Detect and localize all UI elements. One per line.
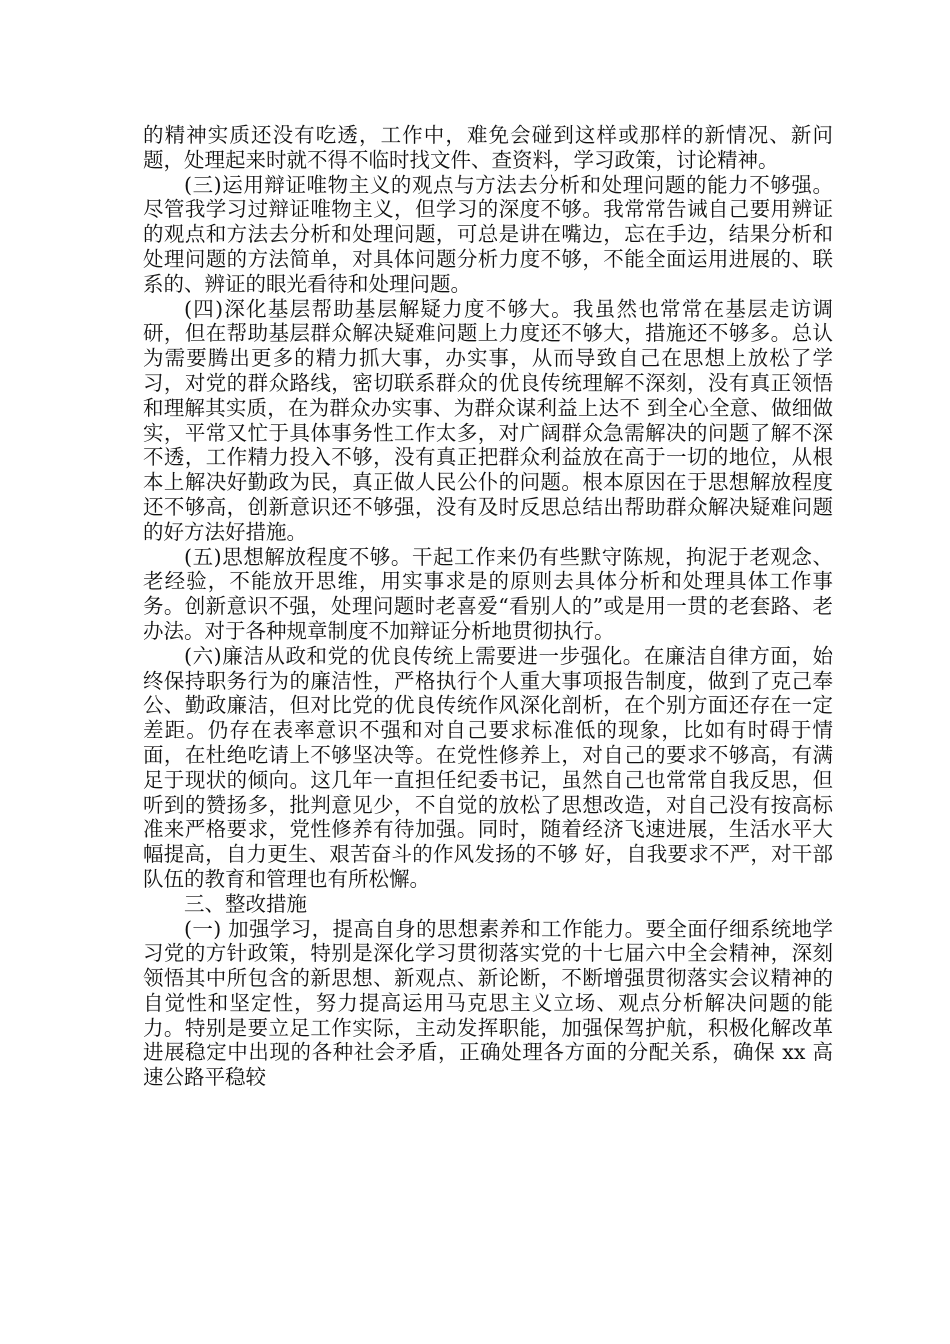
paragraph-item-3: (三)运用辩证唯物主义的观点与方法去分析和处理问题的能力不够强。尽管我学习过辩证唯物主义，但学习的深度不够。我常常告诫自己要用辨证的观点和方法去分析和处理问题，可总是讲在嘴边，忘在手边，结果分析和处理问题的方法简单，对具体问题分析力度不够，不能全面运用进展的、联系的、辨证的眼光看待和处理问题。 <box>143 172 833 296</box>
paragraph-item-6: (六)廉洁从政和党的优良传统上需要进一步强化。在廉洁自律方面，始终保持职务行为的廉洁性，严格执行个人重大事项报告制度，做到了克己奉公、勤政廉洁，但对比党的优良传统作风深化剖析，在个别方面还存在一定差距。仍存在表率意识不强和对自己要求标准低的现象，比如有时碍于情面，在杜绝吃请上不够坚决等。在党性修养上，对自己的要求不够高，有满足于现状的倾向。这几年一直担任纪委书记，虽然自己也常常自我反思，但听到的赞扬多，批判意见少，不自觉的放松了思想改造，对自己没有按高标准来严格要求，党性修养有待加强。同时，随着经济飞速进展，生活水平大幅提高，自力更生、艰苦奋斗的作风发扬的不够 好，自我要求不严，对干部队伍的教育和管理也有所松懈。 <box>143 643 833 891</box>
section-heading-rectification: 三、整改措施 <box>184 891 307 916</box>
document-page <box>143 123 833 1090</box>
paragraph-item-4: (四)深化基层帮助基层解疑力度不够大。我虽然也常常在基层走访调研，但在帮助基层群众解决疑难问题上力度还不够大，措施还不够多。总认为需要腾出更多的精力抓大事，办实事，从而导致自己在思想上放松了学习，对党的群众路线，密切联系群众的优良传统理解不深刻，没有真正领悟和理解其实质，在为群众办实事、为群众谋利益上达不 到全心全意、做细做实，平常又忙于具体事务性工作太多，对广阔群众急需解决的问题了解不深不透，工作精力投入不够，没有真正把群众利益放在高于一切的地位，从根本上解决好勤政为民，真正做人民公仆的问题。根本原因在于思想解放程度还不够高，创新意识还不够强，没有及时反思总结出帮助群众解决疑难问题的好方法好措施。 <box>143 296 833 544</box>
paragraph-measure-1: (一) 加强学习，提高自身的思想素养和工作能力。要全面仔细系统地学习党的方针政策，特别是深化学习贯彻落实党的十七届六中全会精神，深刻领悟其中所包含的新思想、新观点、新论断，不断增强贯彻落实会议精神的自觉性和坚定性，努力提高运用马克思主义立场、观点分析解决问题的能力。特别是要立足工作实际，主动发挥职能，加强保驾护航，积极化解改革进展稳定中出现的各种社会矛盾，正确处理各方面的分配关系，确保 xx 高速公路平稳较 <box>143 916 833 1090</box>
paragraph-item-5: (五)思想解放程度不够。干起工作来仍有些默守陈规，拘泥于老观念、老经验，不能放开思维，用实事求是的原则去具体分析和处理具体工作事务。创新意识不强，处理问题时老喜爱“看别人的”或是用一贯的老套路、老办法。对于各种规章制度不加辩证分析地贯彻执行。 <box>143 544 833 643</box>
paragraph-continuation: 的精神实质还没有吃透，工作中，难免会碰到这样或那样的新情况、新问题，处理起来时就不得不临时找文件、查资料，学习政策，讨论精神。 <box>143 123 833 172</box>
